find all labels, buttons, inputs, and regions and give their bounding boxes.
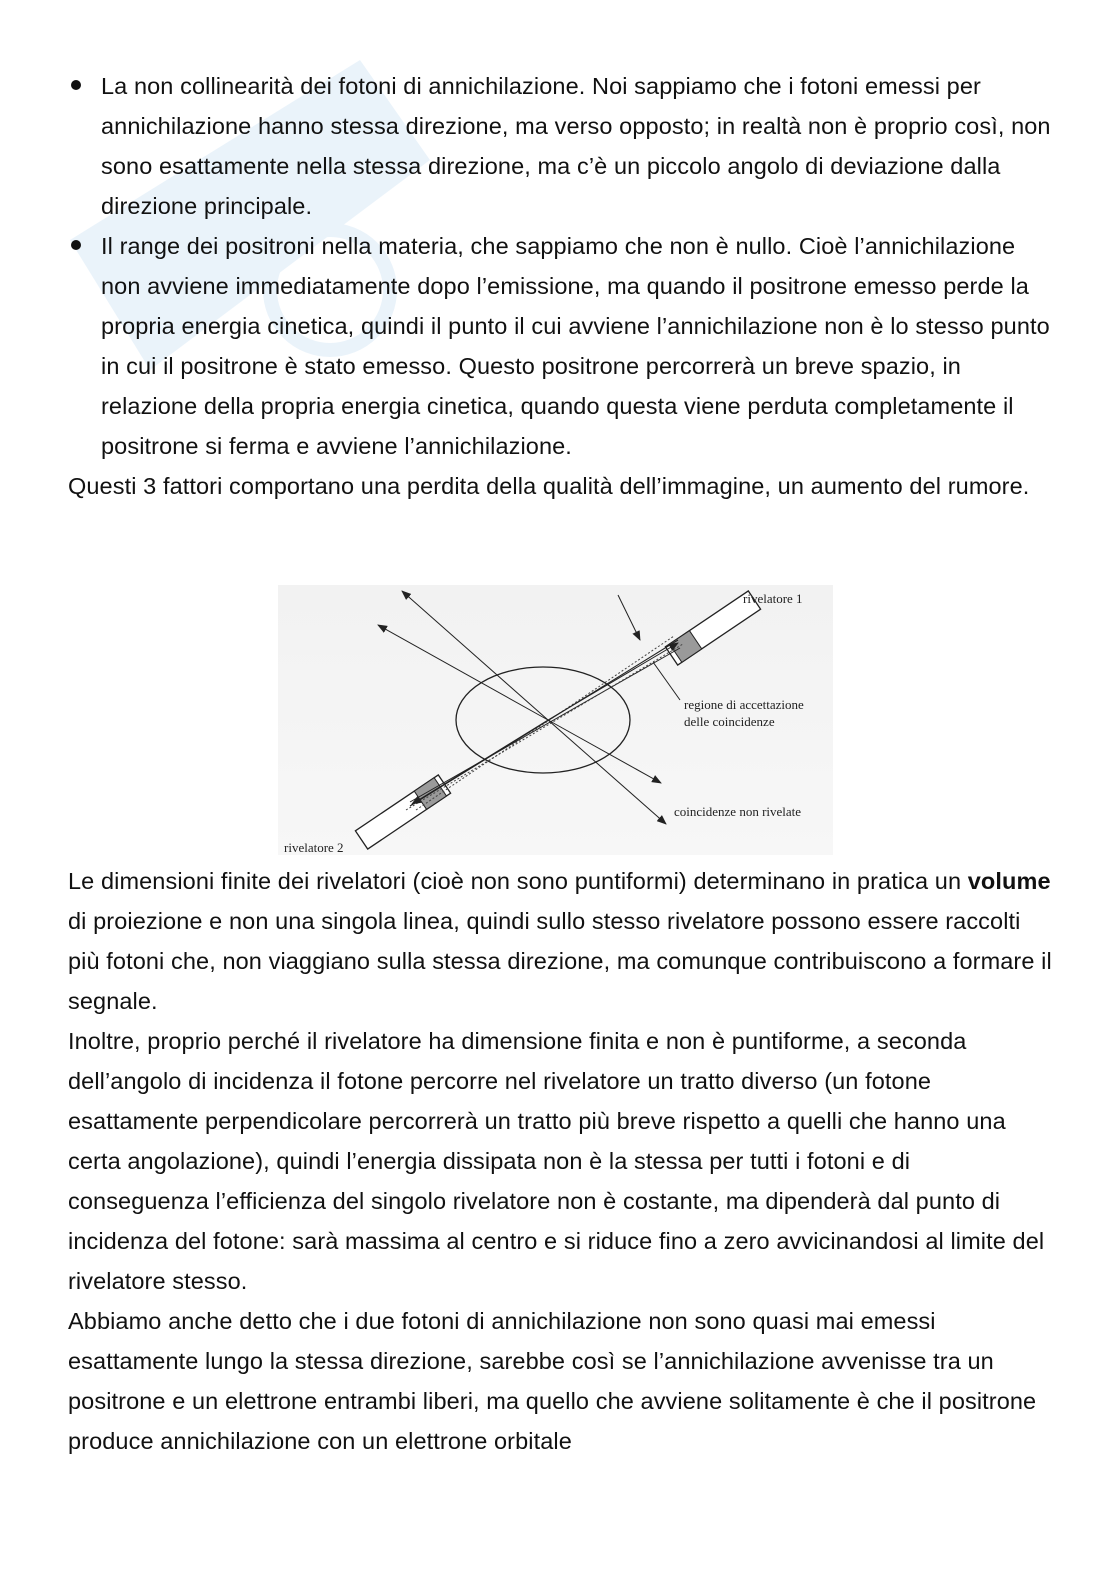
label-detector-1: rivelatore 1 <box>743 591 803 606</box>
label-undetected-coincidences: coincidenze non rivelate <box>674 804 802 819</box>
bullet-list <box>68 66 1053 466</box>
paragraph-finite-dimensions <box>68 861 1053 1021</box>
bold-term-volume: volume <box>967 868 1051 894</box>
detector-figure <box>278 580 833 860</box>
bullet-section <box>68 66 1053 506</box>
list-item <box>68 66 1053 226</box>
body-section <box>68 861 1053 1461</box>
paragraph-text: Le dimensioni finite dei rivelatori (cioè non sono puntiformi) determinano in pratica un <box>68 868 968 894</box>
list-item <box>68 226 1053 466</box>
bullet-text: Il range dei positroni nella materia, che sappiamo che non è nullo. Cioè l’annichilazione non avviene immediatamente dopo l’emissione, ma quando il positrone emesso perde la propria energia cinetica, quindi il punto il cui avviene l’annichilazione non è lo stesso punto in cui il positrone è stato emesso. Questo positrone percorrerà un breve spazio, in relazione della propria energia cinetica, quando questa viene perduta completamente il positrone si ferma e avviene l’annichilazione. <box>101 233 1050 459</box>
bullet-icon <box>71 240 81 250</box>
bullet-text: La non collinearità dei fotoni di annichilazione. Noi sappiamo che i fotoni emessi per annichilazione hanno stessa direzione, ma verso opposto; in realtà non è proprio così, non sono esattamente nella stessa direzione, ma c’è un piccolo angolo di deviazione dalla direzione principale. <box>101 73 1051 219</box>
paragraph-text: di proiezione e non una singola linea, quindi sullo stesso rivelatore possono essere raccolti più fotoni che, non viaggiano sulla stessa direzione, ma comunque contribuiscono a formare il segnale. <box>68 908 1052 1014</box>
summary-paragraph: Questi 3 fattori comportano una perdita della qualità dell’immagine, un aumento del rumore. <box>68 473 1030 499</box>
bullet-icon <box>71 80 81 90</box>
label-acceptance-region-line1: regione di accettazione <box>684 697 804 712</box>
paragraph-incidence-angle: Inoltre, proprio perché il rivelatore ha dimensione finita e non è puntiforme, a seconda dell’angolo di incidenza il fotone percorre nel rivelatore un tratto diverso (un fotone esattamente perpendicolare percorrerà un tratto più breve rispetto a quelli che hanno una certa angolazione), quindi l’energia dissipata non è la stessa per tutti i fotoni e di conseguenza l’efficienza del singolo rivelatore non è costante, ma dipenderà dal punto di incidenza del fotone: sarà massima al centro e si riduce fino a zero avvicinandosi al limite del rivelatore stesso. <box>68 1028 1045 1294</box>
detector-diagram <box>278 580 833 860</box>
label-acceptance-region-line2: delle coincidenze <box>684 714 775 729</box>
label-detector-2: rivelatore 2 <box>284 840 344 855</box>
paragraph-non-collinearity: Abbiamo anche detto che i due fotoni di annichilazione non sono quasi mai emessi esattamente lungo la stessa direzione, sarebbe così se l’annichilazione avvenisse tra un positrone e un elettrone entrambi liberi, ma quello che avviene solitamente è che il positrone produce annichilazione con un elettrone orbitale <box>68 1308 1037 1454</box>
